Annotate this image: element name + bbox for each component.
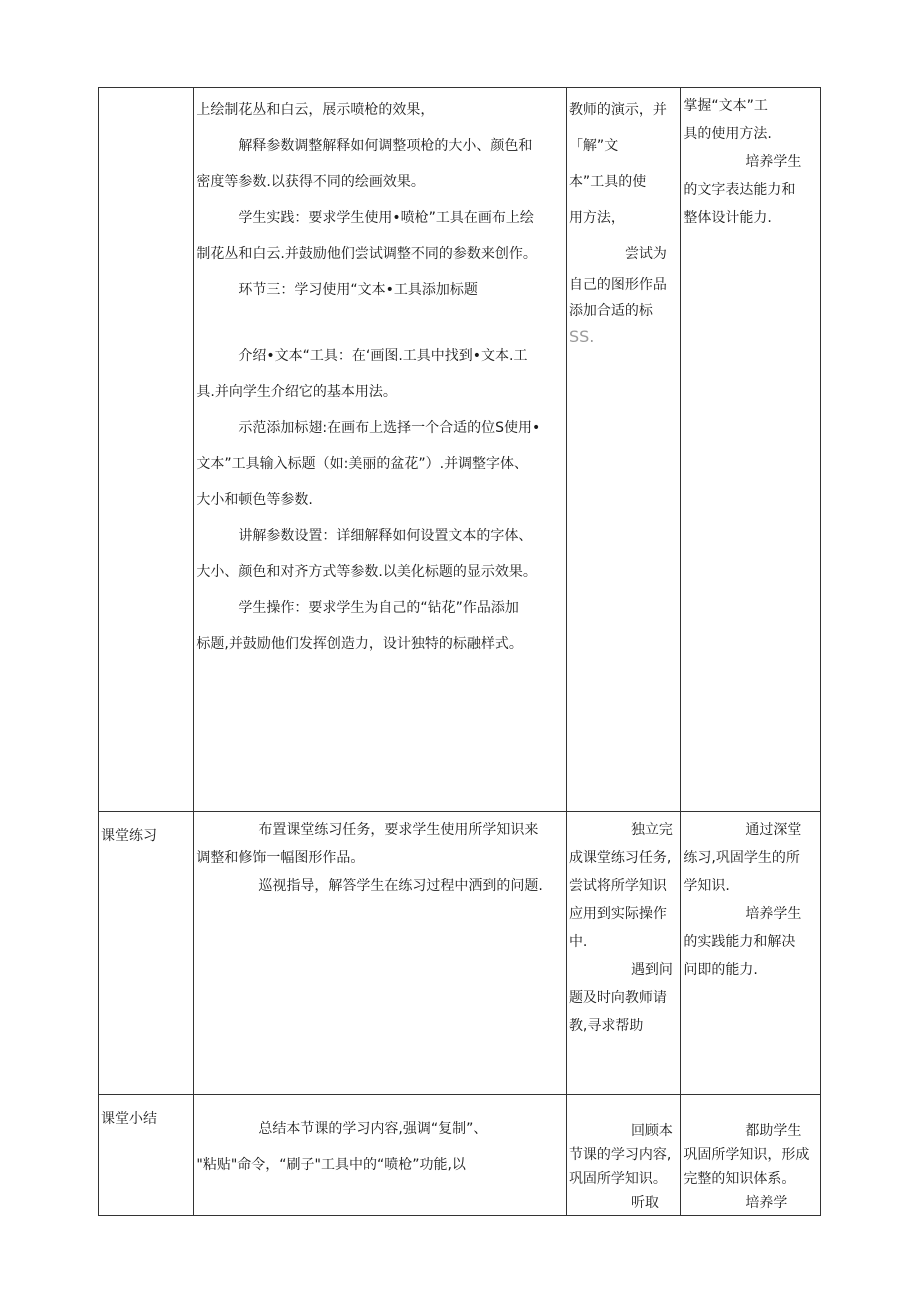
content-line: 环节三：学习使用“文本•工具添加标题 xyxy=(238,282,478,298)
content-line: 大小、颜色和对齐方式等参数.以美化标题的显示效果。 xyxy=(196,564,537,580)
content-cell xyxy=(194,1095,567,1216)
student-line: 教师的演示，并 xyxy=(568,102,667,118)
stage-label: 课堂练习 xyxy=(101,828,157,844)
student-line: SS. xyxy=(568,327,595,346)
content-cell xyxy=(194,812,567,1095)
content-line: 上绘制花丛和白云，展示喷枪的效果， xyxy=(196,102,435,118)
student-line: 巩固所学知识。 xyxy=(568,1171,667,1187)
content-line: 讲解参数设置：详细解释如何设置文本的字体、 xyxy=(238,528,533,544)
student-line: 听取 xyxy=(630,1195,659,1211)
purpose-line: 具的使用方法. xyxy=(683,126,772,142)
purpose-cell xyxy=(681,88,821,812)
purpose-line: 练习,巩固学生的所 xyxy=(683,850,800,866)
student-activity-cell xyxy=(566,812,680,1095)
purpose-cell xyxy=(681,812,821,1095)
stage-cell xyxy=(99,812,194,1095)
student-line: 用方法， xyxy=(568,210,625,226)
content-line: 制花丛和白云.并鼓励他们尝试调整不同的参数来创作。 xyxy=(196,246,537,262)
table-row xyxy=(99,812,821,1095)
content-line: 总结本节课的学习内容,强调“复制”、 xyxy=(258,1121,488,1137)
content-line: 布置课堂练习任务，要求学生使用所学知识来 xyxy=(258,822,539,838)
purpose-line: 培养学生 xyxy=(745,154,802,170)
purpose-line: 的实践能力和解决 xyxy=(683,934,796,950)
student-line: 教,寻求帮助 xyxy=(568,1018,644,1034)
student-line: 应用到实际操作 xyxy=(568,906,667,922)
student-line: 遇到问 xyxy=(630,962,673,978)
student-line: 节课的学习内容, xyxy=(568,1147,672,1163)
student-line: 独立完 xyxy=(630,822,673,838)
student-line: 成课堂练习任务, xyxy=(568,850,672,866)
student-line: 题及时向教师请 xyxy=(568,990,667,1006)
stage-cell xyxy=(99,88,194,812)
content-line: 大小和顿色等参数. xyxy=(196,492,313,508)
purpose-line: 巩固所学知识，形成 xyxy=(683,1147,810,1163)
content-line: 具.并向学生介绍它的基本用法。 xyxy=(196,384,397,400)
student-line: 中. xyxy=(568,934,588,950)
student-line: 自己的图形作品 xyxy=(568,277,667,293)
student-activity-cell xyxy=(566,1095,680,1216)
content-line: 文本”工具输入标题（如:美丽的盆花”）.并调整字体、 xyxy=(196,456,529,472)
purpose-line: 掌握“文本”工 xyxy=(683,98,768,114)
content-line: 巡视指导，解答学生在练习过程中洒到的问题. xyxy=(258,878,543,894)
content-line: 示范添加标翅:在画布上选择一个合适的位S使用• xyxy=(238,420,541,436)
purpose-line: 学知识. xyxy=(683,878,730,894)
purpose-cell xyxy=(681,1095,821,1216)
purpose-line: 通过深堂 xyxy=(745,822,802,838)
content-line: 学生操作：要求学生为自己的“钻花”作品添加 xyxy=(238,600,519,616)
purpose-line: 的文字表达能力和 xyxy=(683,182,796,198)
student-line: 尝试为 xyxy=(624,246,667,262)
table-row xyxy=(99,88,821,812)
purpose-line: 问即的能力. xyxy=(683,962,758,978)
content-line: 调整和修饰一幅图形作品。 xyxy=(196,850,365,866)
purpose-line: 都助学生 xyxy=(745,1123,802,1139)
stage-cell xyxy=(99,1095,194,1216)
purpose-line: 完整的知识体系。 xyxy=(683,1171,796,1187)
content-line: 学生实践：要求学生使用•喷枪”工具在画布上绘 xyxy=(238,210,534,226)
student-line: 回顾本 xyxy=(630,1123,673,1139)
purpose-line: 培养学生 xyxy=(745,906,802,922)
content-line: 解释参数调整解释如何调整项枪的大小、颜色和 xyxy=(238,138,533,154)
content-line: 介绍•文本“工具：在‘画图.工具中找到•文本.工 xyxy=(238,348,528,364)
content-cell xyxy=(194,88,567,812)
student-activity-cell xyxy=(566,88,680,812)
student-line: 添加合适的标 xyxy=(568,303,653,319)
purpose-line: 整体设计能力. xyxy=(683,210,772,226)
stage-label: 课堂小结 xyxy=(101,1111,157,1127)
student-line: 本”工具的使 xyxy=(568,174,647,190)
content-line: 标题,并鼓励他们发挥创造力，设计独特的标融样式。 xyxy=(196,636,523,652)
table-row xyxy=(99,1095,821,1216)
purpose-line: 培养学 xyxy=(745,1195,788,1211)
student-line: 「解”文 xyxy=(568,138,619,154)
lesson-plan-table xyxy=(98,87,821,1216)
content-line: "粘贴"命令，“刷子"工具中的“喷枪”功能,以 xyxy=(196,1157,466,1173)
student-line: 尝试将所学知识 xyxy=(568,878,667,894)
content-line: 密度等参数.以获得不同的绘画效果。 xyxy=(196,174,425,190)
